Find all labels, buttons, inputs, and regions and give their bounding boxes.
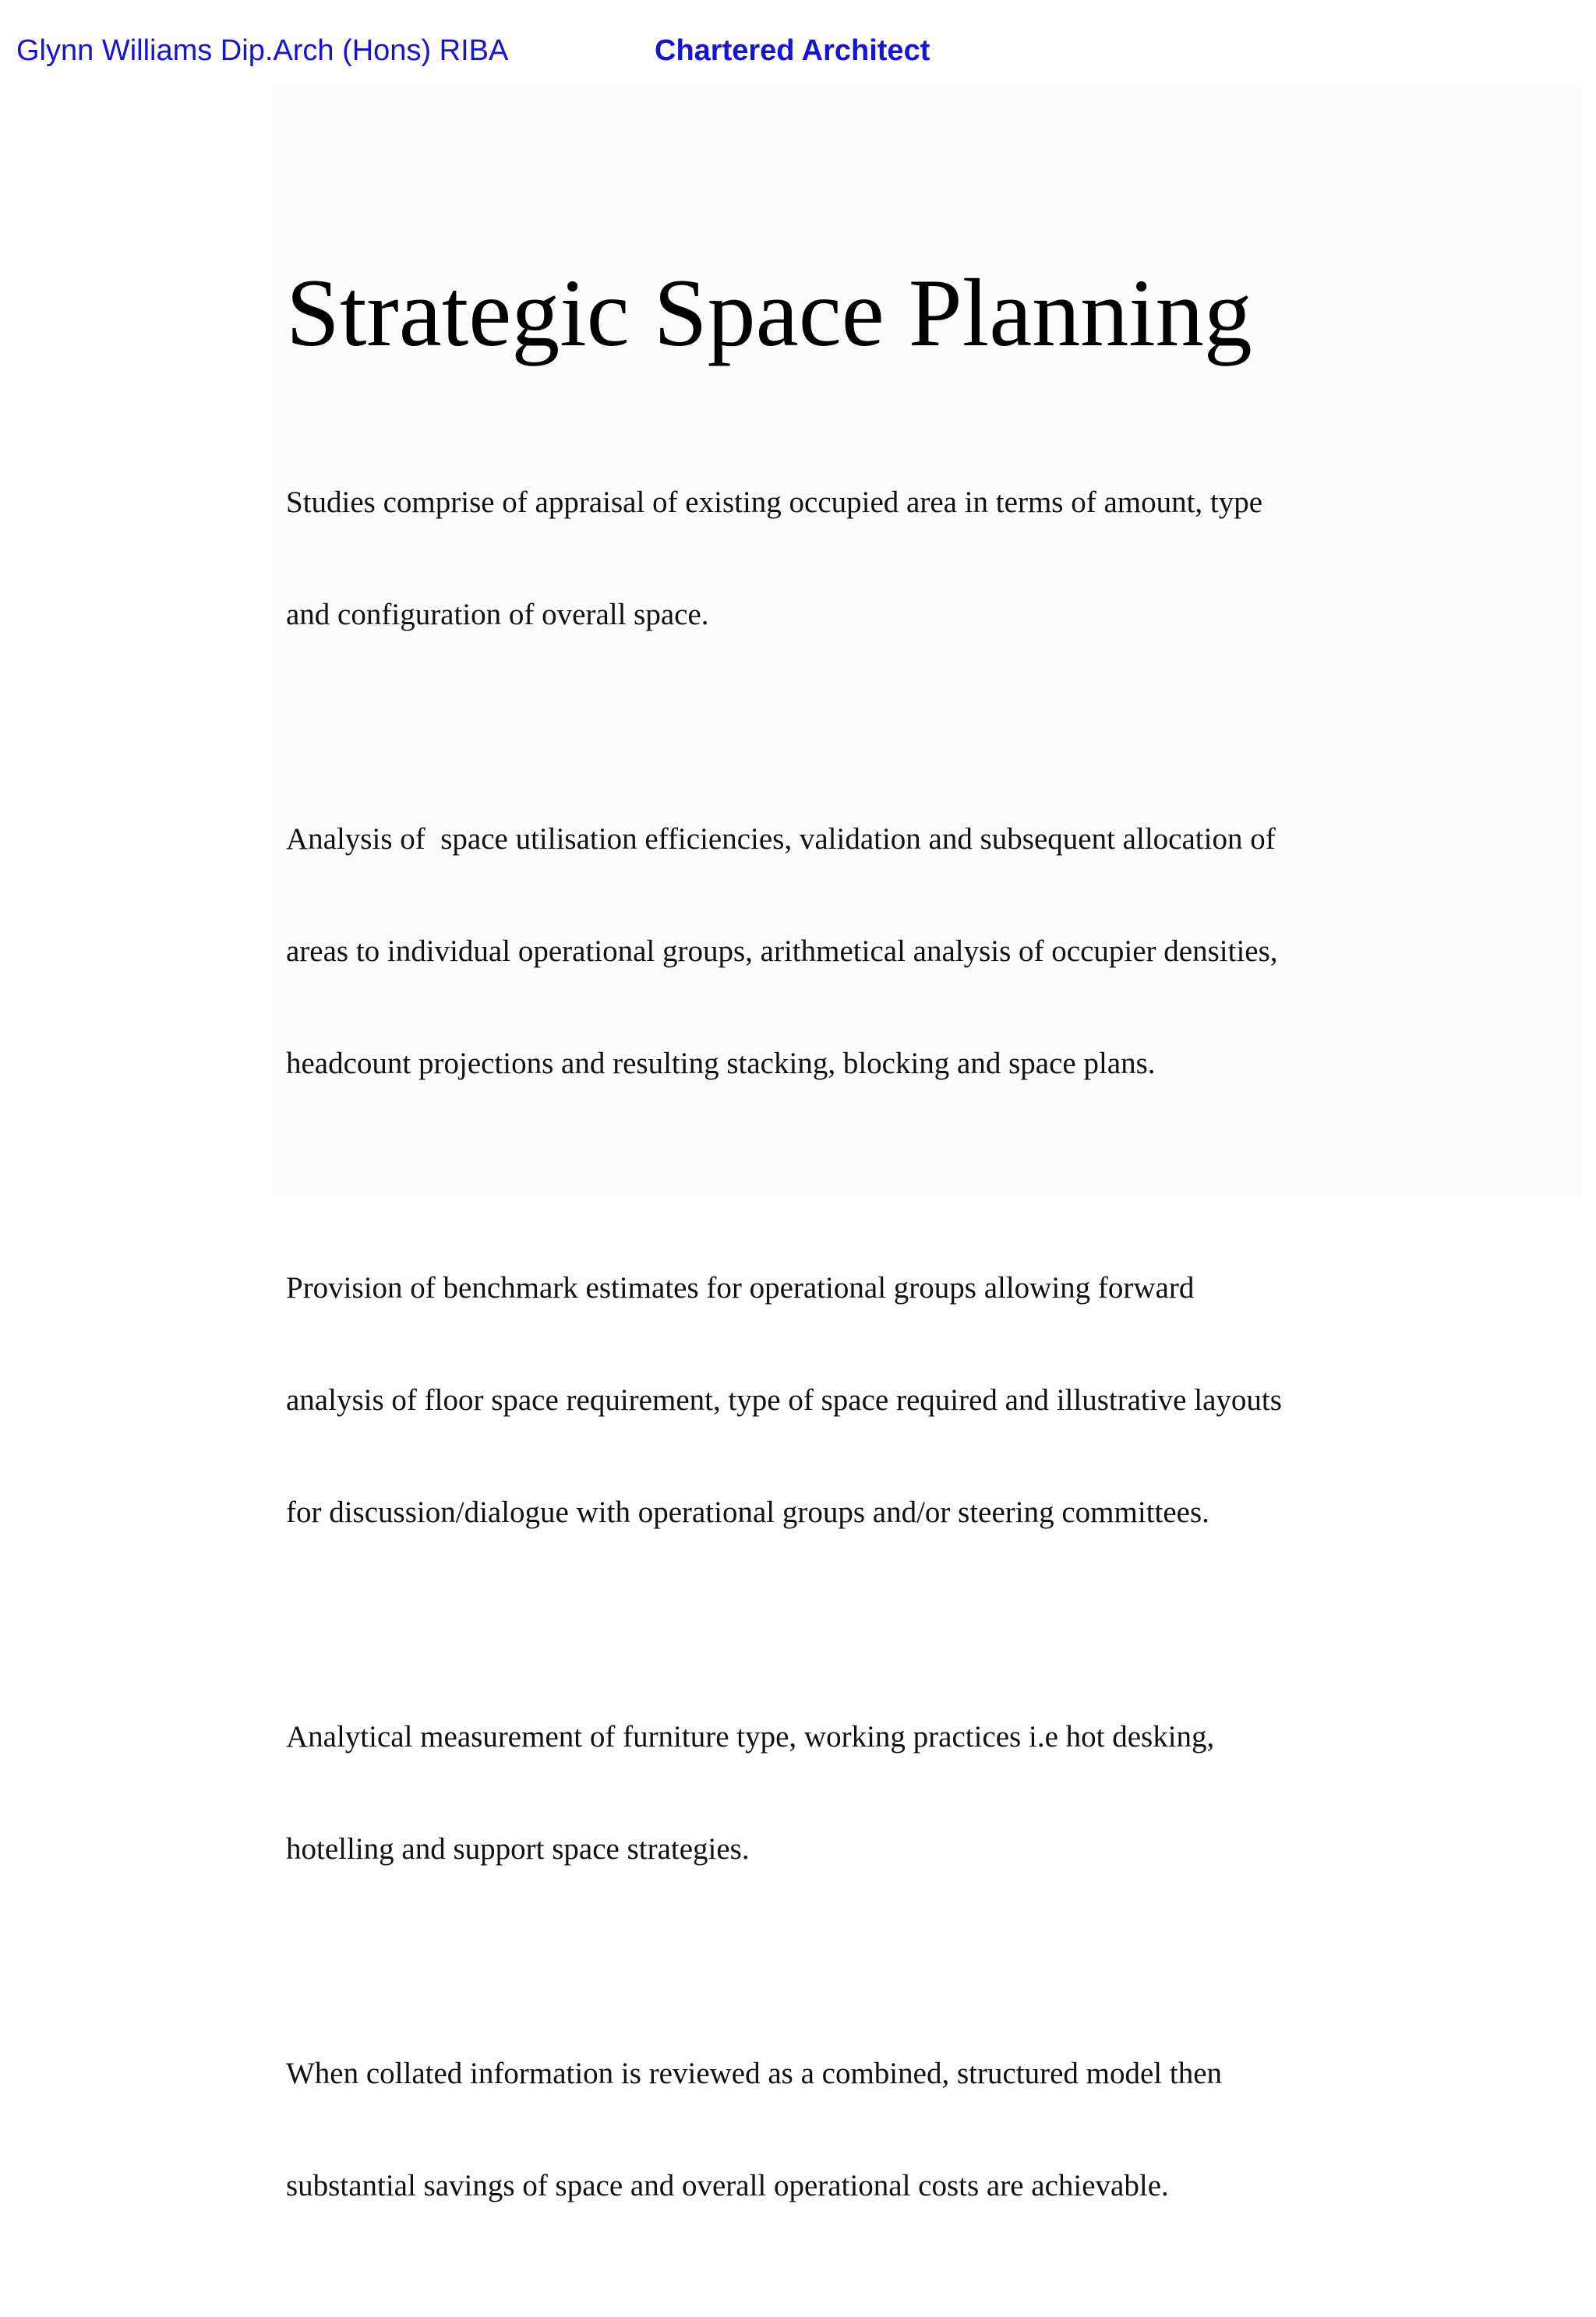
paragraph-line: areas to individual operational groups, arithmetical analysis of occupier densities, — [286, 934, 1278, 968]
paragraph-line: Provision of benchmark estimates for operational groups allowing forward — [286, 1271, 1195, 1305]
paragraph-line: Analysis of space utilisation efficiencies, validation and subsequent allocation of — [286, 822, 1276, 856]
page-title: Strategic Space Planning — [286, 260, 1252, 366]
paragraph-line: analysis of floor space requirement, type of space required and illustrative layouts — [286, 1383, 1282, 1417]
paragraph-line: When collated information is reviewed as a combined, structured model then — [286, 2057, 1223, 2090]
paragraph-line: and configuration of overall space. — [286, 598, 709, 631]
paragraph-line: Analytical measurement of furniture type, working practices i.e hot desking, — [286, 1720, 1215, 1754]
paragraph-line: hotelling and support space strategies. — [286, 1832, 750, 1866]
body-text — [286, 409, 1330, 2317]
paragraph-analysis — [286, 746, 1330, 1157]
paragraph-line: headcount projections and resulting stacking, blocking and space plans. — [286, 1047, 1156, 1080]
author-role: Chartered Architect — [655, 34, 930, 67]
paragraph-appraisal — [286, 409, 1330, 708]
paragraph-line: for discussion/dialogue with operational groups and/or steering committees. — [286, 1496, 1209, 1529]
paragraph-conclusion — [286, 1980, 1330, 2280]
paragraph-measurement — [286, 1644, 1330, 1943]
paragraph-benchmark — [286, 1195, 1330, 1606]
author-name: Glynn Williams Dip.Arch (Hons) RIBA — [16, 34, 509, 67]
paragraph-line: Studies comprise of appraisal of existing occupied area in terms of amount, type — [286, 486, 1263, 519]
paragraph-line: substantial savings of space and overall operational costs are achievable. — [286, 2169, 1169, 2202]
